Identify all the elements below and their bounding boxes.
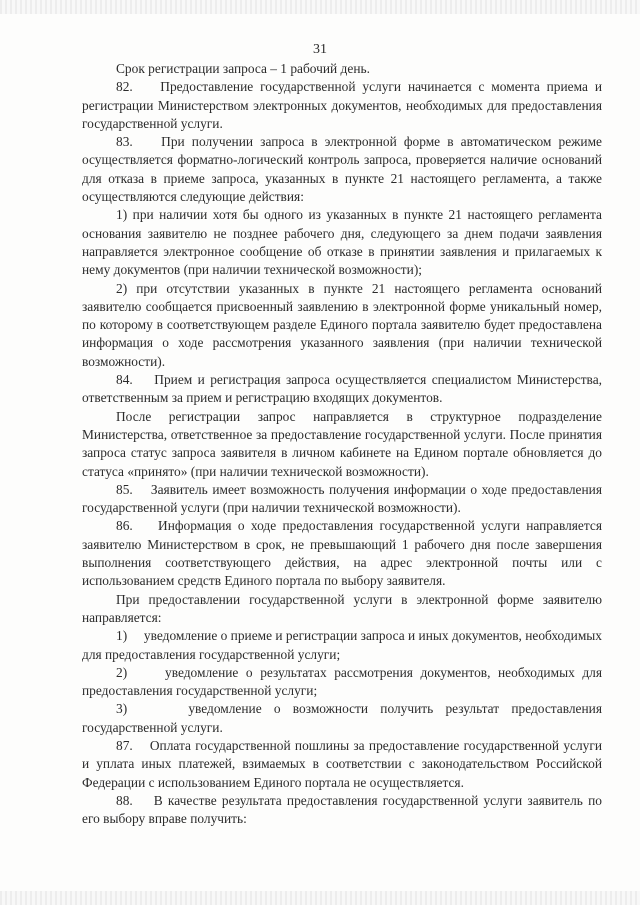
paragraph-86-notifications-intro: При предоставлении государственной услуги в электронной форме заявителю направляется: [82,591,602,625]
document-body [82,60,602,828]
paragraph-registration-term: Срок регистрации запроса – 1 рабочий день. [116,61,370,76]
paragraph-87: 87. Оплата государственной пошлины за предоставление государственной услуги и уплата иных платежей, взимаемых в соответствии с законодательством Российской Федерации с использованием Единого портала не осуществляется. [82,737,602,790]
paragraph-83: 83. При получении запроса в электронной форме в автоматическом режиме осуществляется форматно-логический контроль запроса, проверяется наличие оснований для отказа в приеме запроса, указанных в пункте 21 настоящего регламента, а также осуществляются следующие действия: [82,134,602,205]
paragraph-85: 85. Заявитель имеет возможность получения информации о ходе предоставления государственной услуги (при наличии технической возможности). [82,481,602,516]
paragraph-84-continued: После регистрации запрос направляется в структурное подразделение Министерства, ответственное за предоставление государственной услуги. После принятия запроса статус запроса заявителя в личном кабинете на Едином портале обновляется до статуса «принято» (при наличии технической возможности). [82,408,602,479]
paragraph-82: 82. Предоставление государственной услуги начинается с момента приема и регистрации Министерством электронных документов, необходимых для предоставления государственной услуги. [82,79,602,131]
paragraph-86-item-1: 1) уведомление о приеме и регистрации запроса и иных документов, необходимых для предоставления государственной услуги; [82,628,602,662]
scan-edge-bottom [0,891,640,905]
page-number: 31 [313,42,327,57]
paragraph-86-item-2: 2) уведомление о результатах рассмотрения документов, необходимых для предоставления государственной услуги; [82,664,602,699]
paragraph-86: 86. Информация о ходе предоставления государственной услуги направляется заявителю Министерством в срок, не превышающий 1 рабочего дня после завершения выполнения соответствующего действия, на адрес электронной почты или с использованием средств Единого портала по выбору заявителя. [82,518,602,589]
paragraph-86-item-3: 3) уведомление о возможности получить результат предоставления государственной услуги. [82,701,602,735]
paragraph-83-item-1: 1) при наличии хотя бы одного из указанных в пункте 21 настоящего регламента основания заявителю не позднее рабочего дня, следующего за днем подачи заявления направляется электронное сообщение об отказе в принятии заявления и прилагаемых к нему документов (при наличии технической возможности); [82,207,602,278]
paragraph-83-item-2: 2) при отсутствии указанных в пункте 21 настоящего регламента оснований заявителю сообщается присвоенный заявлению в электронной форме уникальный номер, по которому в соответствующем разделе Единого портала заявителю будет предоставлена информация о ходе рассмотрения указанного заявления (при наличии технической возможности). [82,280,602,369]
paragraph-88: 88. В качестве результата предоставления государственной услуги заявитель по его выбору вправе получить: [82,792,602,827]
scan-edge-top [0,0,640,14]
paragraph-84: 84. Прием и регистрация запроса осуществляется специалистом Министерства, ответственным за прием и регистрацию входящих документов. [82,372,602,406]
